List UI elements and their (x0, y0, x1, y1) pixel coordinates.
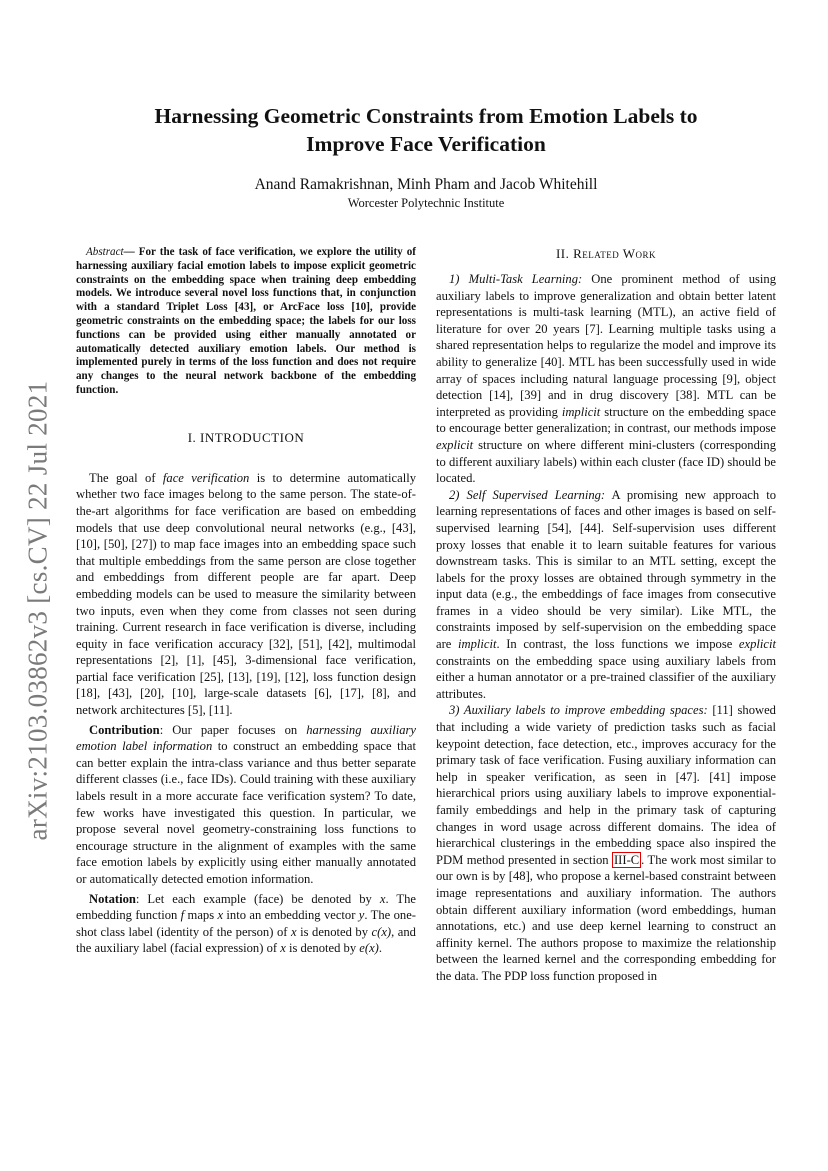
mtl-emphasis: implicit (561, 404, 601, 419)
ssl-text: . In contrast, the loss functions we impose (496, 637, 739, 652)
title-line-1: Harnessing Geometric Constraints from Emotion Labels to (154, 104, 698, 128)
notation-label: Notation (89, 891, 136, 906)
intro-p2-emphasis: harnessing auxiliary emotion label information (76, 722, 416, 754)
intro-p1-text-cont: is to determine automatically whether two face images belong to the same person. The state-of-the-art algorithms for face verification are based on embedding models that use deep convolutional neural networks (e.g., [43], [10], [50], [27]) to map face images into an embedding space such that multiple embeddings from the same person are close together and embeddings from different people are far apart. Deep embedding models can be used to measure the similarity between two inputs, even when they come from classes not seen during training. Current research in face verification is diverse, including equity in face verification accuracy [32], [51], [42], multimodal representations [2], [1], [45], 3-dimensional face verification, partial face verification [25], [13], [19], [12], loss function design [18], [43], [20], [10], large-scale datasets [6], [17], [8], and network architectures [5], [11]. (76, 470, 416, 718)
math-x: x (280, 941, 286, 956)
notation-text: , and the auxiliary label (facial expression) of (76, 924, 416, 956)
intro-p2-text: : Our paper focuses on (159, 722, 307, 737)
mtl-text: structure on where different mini-clusters (corresponding to different auxiliary labels) within each cluster (face ID) should be located. (436, 437, 776, 486)
related-heading-word: Related Work (573, 246, 657, 261)
section-ref-link[interactable]: III-C (613, 852, 640, 867)
aux-text: [11] showed that including a wide variety of prediction tasks such as facial keypoint detection, face detection, etc., improves accuracy for the primary task of face verification. Fusing auxiliary information can help in speaker verification, as seen in [47]. [41] impose hierarchical priors using auxiliary labels to improve exponential-family embeddings and help in the primary task of capturing changes in word usage across different domains. The idea of hierarchical clusterings in the embedding space also inspired the PDM method presented in section (436, 703, 776, 867)
affiliation: Worcester Polytechnic Institute (347, 196, 505, 210)
ssl-text: constraints on the embedding space using auxiliary labels from either a human annotator or a pre-trained classifier of the auxiliary attributes. (436, 653, 776, 701)
math-cx: c(x) (371, 924, 392, 939)
related-heading (436, 246, 776, 262)
math-f: f (180, 908, 185, 923)
ssl-text: A promising new approach to learning representations of faces and other images is based on self-supervised learning [54], [44]. Self-supervision uses different proxy losses that enable it to learn suitable features for various downstream tasks. This is similar to an MTL setting, except the labels for the proxy losses are obtained through symmetry in the input data (e.g., the embeddings of face images from consecutive frames in a video should be very similar). Like MTL, the constraints imposed by self-supervision on the embedding space are (436, 487, 777, 652)
contribution-label: Contribution (89, 722, 160, 737)
title-line-2: Improve Face Verification (306, 132, 546, 156)
intro-heading: I. INTRODUCTION (187, 429, 305, 445)
intro-p1-text: The goal of (89, 470, 163, 485)
mtl-subheading: 1) Multi-Task Learning: (449, 272, 583, 286)
notation-text: maps (184, 908, 218, 923)
right-column (436, 246, 776, 985)
intro-paragraph-2 (76, 722, 416, 888)
math-x: x (379, 891, 386, 906)
paper-title (90, 102, 762, 158)
notation-text: is denoted by (285, 941, 360, 956)
intro-paragraph-1 (76, 470, 416, 719)
left-column (76, 246, 416, 957)
notation-text: . The embedding function (76, 891, 417, 923)
arxiv-stamp (18, 370, 58, 850)
intro-p2-text-cont: to construct an embedding space that can better explain the intra-class variance and thus better separate different classes (i.e., face IDs). Could training with these auxiliary labels result in a more accurate face verification system? To date, few works have investigated this question. In particular, we propose several novel geometry-constraining loss functions to encourage structure in the alignment of examples with the same face emotion labels by explicitly using either manually annotated or automatically detected emotion information. (76, 739, 417, 887)
mtl-text: One prominent method of using auxiliary labels to improve generalization and obtain better latent representations is multi-task learning (MTL), an active field of literature for over 20 years [7]. Learning multiple tasks using a shared representation helps to regularize the model and improve its ability to generalize [40]. MTL has been successfully used in wide array of spaces including natural language processing [9], object detection [14], [39] and in drug discovery [38]. MTL can be interpreted as providing (436, 272, 776, 419)
mtl-emphasis: explicit (436, 437, 474, 452)
math-x: x (290, 924, 297, 939)
ssl-emphasis: explicit (738, 637, 776, 652)
math-x: x (217, 908, 224, 923)
math-ex: e(x) (359, 941, 379, 956)
math-y: y (358, 908, 365, 923)
notation-text: . (378, 941, 383, 956)
notation-text: into an embedding vector (223, 908, 359, 923)
aux-subheading: 3) Auxiliary labels to improve embedding spaces: (449, 703, 708, 718)
abstract (76, 246, 416, 398)
intro-paragraph-3 (76, 891, 416, 957)
related-mtl-paragraph (436, 271, 776, 487)
related-heading-num: II. (555, 246, 574, 261)
aux-text: . The work most similar to our own is by [48], who propose a kernel-based constraint between image representations and auxiliary information. The authors obtain different auxiliary information (word embeddings, human annotations, etc.) and use deep kernel learning to construct an affinity kernel. The authors propose to maximize the relationship between the learned kernel and the corresponding embedding for the data. The PDP loss function proposed in (436, 852, 776, 983)
authors: Anand Ramakrishnan, Minh Pham and Jacob Whitehill (254, 176, 598, 193)
intro-p1-emphasis: face verification (162, 470, 250, 485)
abstract-lead: Abstract (86, 246, 124, 258)
arxiv-id: arXiv:2103.03862v3 [cs.CV] 22 Jul 2021 (22, 380, 53, 840)
related-aux-paragraph (436, 702, 776, 984)
ssl-emphasis: implicit (457, 637, 497, 652)
related-ssl-paragraph (436, 487, 776, 703)
notation-text: is denoted by (296, 924, 372, 939)
notation-text: : Let each example (face) be denoted by (135, 891, 380, 906)
abstract-text: — For the task of face verification, we explore the utility of harnessing auxiliary facial emotion labels to impose explicit geometric constraints on the embedding space when training deep embedding models. We introduce several novel loss functions that, in conjunction with a standard Triplet Loss [43], or ArcFace loss [10], provide geometric constraints on the embedding space; the labels for our loss functions can be provided using either manually annotated or automatically detected auxiliary emotion labels. Our method is implemented purely in terms of the loss function and does not require any changes to the neural network backbone of the embedding function. (76, 246, 416, 396)
notation-text: . The one-shot class label (identity of the person) of (76, 908, 416, 939)
mtl-text: structure on the embedding space to encourage better generalization; in contrast, our methods impose (436, 404, 776, 436)
ssl-subheading: 2) Self Supervised Learning: (449, 487, 606, 502)
